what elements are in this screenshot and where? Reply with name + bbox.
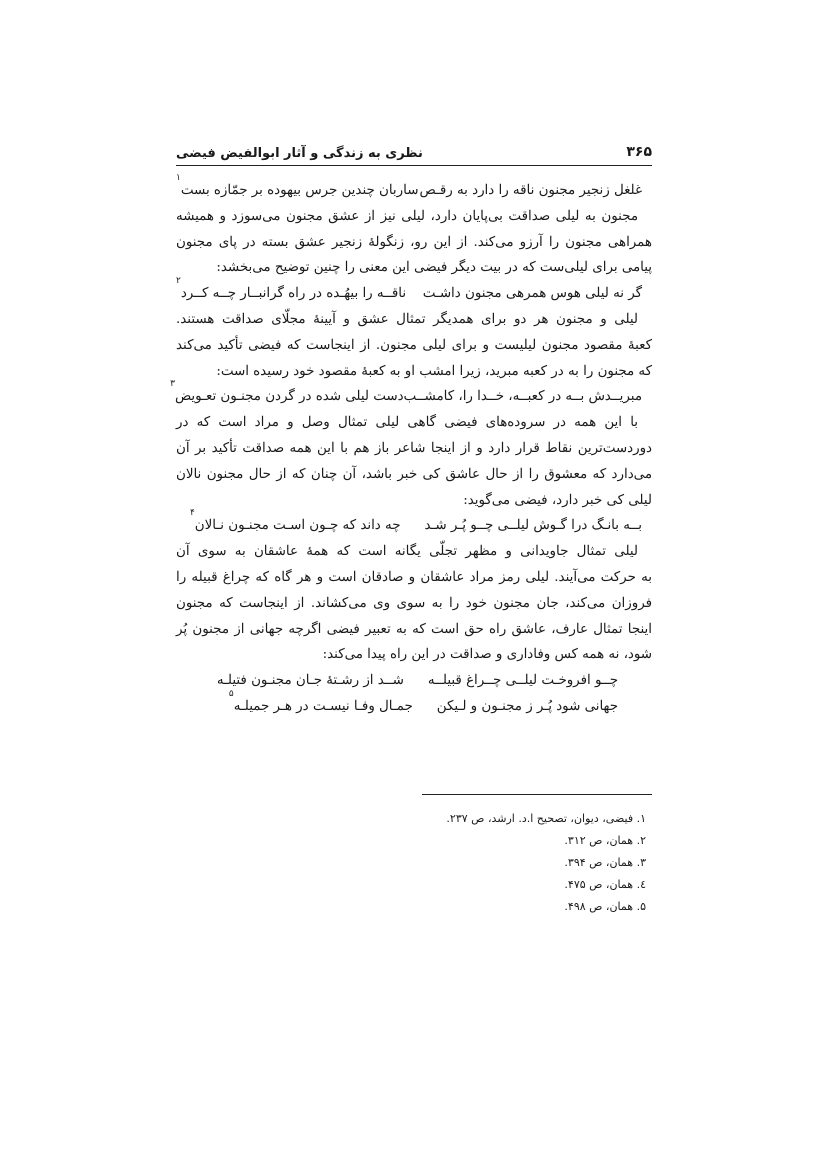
verse-3	[170, 379, 652, 410]
paragraph-3-line-2: دوردست‌ترین نقاط قرار دارد و از اینجا شاعر باز هم با این همه صداقت تأکید بر آن	[176, 440, 652, 456]
footnote-ref-3: ۳	[170, 379, 176, 390]
paragraph-1-line-2: همراهی مجنون را آرزو می‌کند. از این رو، زنگولهٔ زنجیر عشق بسته در پای مجنون	[176, 234, 652, 250]
verse-6	[176, 688, 652, 720]
verse-5-hemistich-2: شــد از رشـتهٔ جـان مجنـون فتیلـه	[216, 673, 404, 689]
paragraph-4-line-5: شود، نه همه کس وفاداری و صداقت در این راه پیدا می‌کند:	[322, 647, 652, 663]
verse-5	[176, 668, 652, 694]
paragraph-2-line-2: کعبهٔ مقصود مجنون لیلیست و برای لیلی مجنون. از اینجاست که فیضی تأکید می‌کند	[176, 337, 652, 353]
footnote-ref-5: ۵	[228, 688, 234, 699]
verse-3-hemistich-1: مبریــدش بــه در کعبــه، خــدا را، کامشــب	[403, 389, 642, 405]
verse-4-hemistich-1: بــه بانـگ درا گـوش لیلــی چــو پُـر شـد	[424, 518, 642, 534]
verse-1-hemistich-2: ساربان چندین جرس بیهوده بر جمّازه بست	[180, 183, 419, 198]
verse-3-hemistich-2: دست لیلی شده در گردن مجنـون تعـویض	[175, 389, 404, 405]
paragraph-4-line-4: اینجا تمثال عارف، عاشق راه حق است که به تعبیر فیضی اگرچه جهانی از مجنون پُر	[176, 621, 652, 637]
page-number: ۳۶۵	[626, 144, 652, 160]
paragraph-3-line-3: می‌دارد که معشوق را از حال عاشق کی خبر باشد، آن چنان که از حال مجنون نالان	[176, 466, 652, 482]
paragraph-1-line-3: پیامی برای لیلی‌ست که در بیت دیگر فیضی این معنی را چنین توضیح می‌بخشد:	[216, 260, 652, 276]
verse-6-hemistich-2: جمـال وفـا نیسـت در هـر جمیلـه	[233, 698, 413, 714]
paragraph-2-line-3: که مجنون را به در کعبه مبرید، زیرا امشب او به کعبهٔ مقصود خود رسیده است:	[216, 363, 652, 379]
verse-4-hemistich-2: چه داند که چـون اسـت مجنـون نـالان	[194, 518, 401, 534]
verse-2-hemistich-1: گر نه لیلی هوس همرهی مجنون داشـت	[422, 286, 642, 302]
footnote-ref-4: ۴	[189, 508, 195, 519]
paragraph-2-line-1: لیلی و مجنون هر دو برای همدیگر تمثال عشق و آیینهٔ مجلّای صداقت هستند.	[176, 311, 638, 327]
verse-4	[176, 508, 652, 539]
footnote-ref-2: ۲	[176, 276, 181, 287]
footnote-ref-1: ۱	[176, 173, 181, 183]
verse-1-hemistich-1: غلغل زنجیر مجنون ناقه را دارد به رقـص	[419, 183, 642, 198]
running-title: نظری به زندگی و آثار ابوالفیض فیضی	[176, 146, 423, 161]
paragraph-4-line-2: به حرکت می‌آیند. لیلی رمز مراد عاشقان و صادقان است و هر گاه که چراغ قبیله را	[176, 569, 652, 585]
main-text	[170, 173, 652, 720]
verse-2	[176, 276, 652, 307]
footnote-1: ۱. فیضی، دیوان، تصحیح ا.د. ارشد، ص ۲۳۷.	[446, 812, 646, 825]
footnote-5: ۵. همان، ص ۴۹۸.	[564, 900, 646, 913]
footnote-2: ۲. همان، ص ۳۱۲.	[564, 834, 646, 847]
paragraph-1-line-1: مجنون به لیلی صداقت بی‌پایان دارد، لیلی نیز از عشق مجنون می‌سوزد و همیشه	[176, 208, 638, 224]
running-header	[176, 142, 652, 164]
verse-2-hemistich-2: ناقــه را بیهُـده در راه گرانبــار چــه کــرد	[180, 286, 407, 302]
paragraph-4-line-3: فروزان می‌کند، جان مجنون خود را به سوی وی می‌کشاند. از اینجاست که مجنون	[176, 595, 652, 611]
paragraph-3-line-1: با این همه در سروده‌های فیضی گاهی لیلی تمثال وصل و مراد است که در	[176, 415, 638, 431]
paragraph-4-line-1: لیلی تمثال جاویدانی و مظهر تجلّی یگانه است که همهٔ عاشقان به سوی آن	[176, 544, 638, 560]
footnote-4: ٤. همان، ص ۴۷۵.	[564, 878, 646, 891]
header-rule	[176, 165, 652, 166]
footnote-rule	[422, 794, 652, 795]
footnote-3: ۳. همان، ص ۳۹۴.	[564, 856, 646, 869]
verse-5-hemistich-1: چــو افروخـت لیلــی چــراغ قبیلــه	[427, 673, 618, 689]
verse-6-hemistich-1: جهانی شود پُـر ز مجنـون و لـیکن	[436, 698, 618, 714]
verse-1	[176, 173, 652, 204]
paragraph-3-line-4: لیلی کی خبر دارد، فیضی می‌گوید:	[463, 492, 652, 508]
footnotes	[176, 808, 652, 918]
